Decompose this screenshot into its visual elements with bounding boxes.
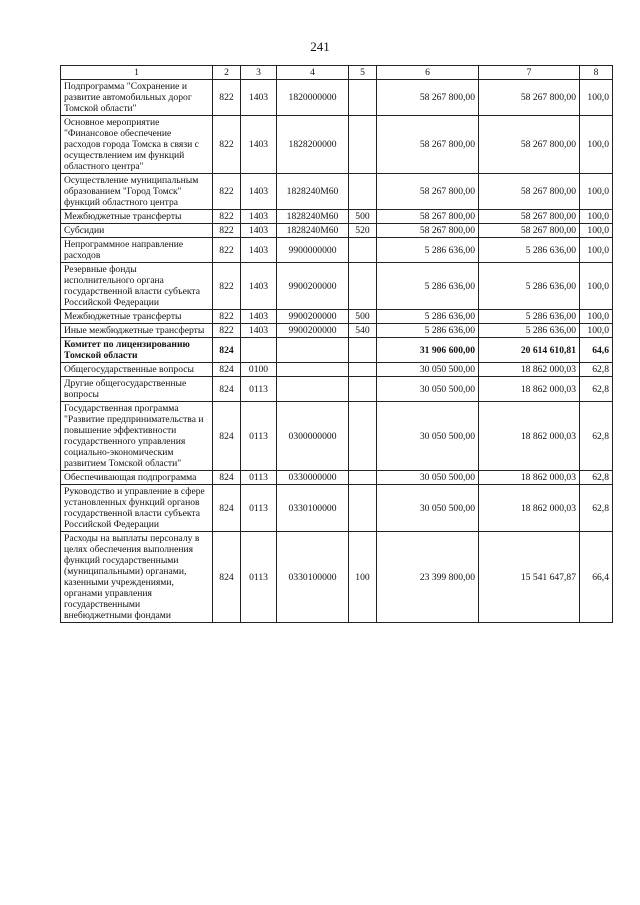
row-planned-cell: 5 286 636,00 <box>377 238 479 263</box>
row-planned-cell: 58 267 800,00 <box>377 80 479 116</box>
table-row <box>61 116 613 174</box>
row-target-cell: 0330100000 <box>277 532 349 623</box>
header-col-8: 8 <box>580 66 613 80</box>
row-name-cell: Руководство и управление в сфере установленных функций органов государственной власти субъекта Российской Федерации <box>61 485 213 532</box>
row-target-cell: 0300000000 <box>277 402 349 471</box>
row-target-cell: 1828240М60 <box>277 224 349 238</box>
table-row <box>61 324 613 338</box>
row-executed-cell: 5 286 636,00 <box>479 263 580 310</box>
row-section-cell: 1403 <box>241 174 277 210</box>
row-percent-cell: 100,0 <box>580 263 613 310</box>
row-percent-cell: 100,0 <box>580 210 613 224</box>
row-ministry-cell: 824 <box>213 532 241 623</box>
header-col-1: 1 <box>61 66 213 80</box>
row-executed-cell: 5 286 636,00 <box>479 310 580 324</box>
row-ministry-cell: 822 <box>213 80 241 116</box>
row-executed-cell: 18 862 000,03 <box>479 402 580 471</box>
row-ministry-cell: 822 <box>213 210 241 224</box>
row-percent-cell: 100,0 <box>580 80 613 116</box>
row-name-cell: Расходы на выплаты персоналу в целях обеспечения выполнения функций государственными (муниципальными) органами, казенными учреждениями, органами управления государственными внебюджетными фондами <box>61 532 213 623</box>
table-row <box>61 471 613 485</box>
row-section-cell: 0113 <box>241 377 277 402</box>
row-target-cell: 0330000000 <box>277 471 349 485</box>
row-ministry-cell: 822 <box>213 324 241 338</box>
row-name-cell: Межбюджетные трансферты <box>61 310 213 324</box>
row-planned-cell: 5 286 636,00 <box>377 324 479 338</box>
row-expense-type-cell <box>349 263 377 310</box>
row-target-cell <box>277 377 349 402</box>
row-percent-cell: 62,8 <box>580 363 613 377</box>
row-planned-cell: 30 050 500,00 <box>377 377 479 402</box>
row-section-cell: 1403 <box>241 116 277 174</box>
row-planned-cell: 30 050 500,00 <box>377 363 479 377</box>
row-ministry-cell: 822 <box>213 263 241 310</box>
row-executed-cell: 5 286 636,00 <box>479 238 580 263</box>
row-section-cell: 1403 <box>241 210 277 224</box>
row-expense-type-cell <box>349 238 377 263</box>
table-body <box>61 80 613 623</box>
row-target-cell: 1820000000 <box>277 80 349 116</box>
row-expense-type-cell: 540 <box>349 324 377 338</box>
row-name-cell: Субсидии <box>61 224 213 238</box>
row-percent-cell: 100,0 <box>580 116 613 174</box>
row-expense-type-cell: 100 <box>349 532 377 623</box>
table-row <box>61 210 613 224</box>
row-name-cell: Государственная программа "Развитие предпринимательства и повышение эффективности государственного управления социально-экономическим развитием Томской области" <box>61 402 213 471</box>
row-expense-type-cell: 520 <box>349 224 377 238</box>
row-executed-cell: 58 267 800,00 <box>479 116 580 174</box>
row-section-cell: 0113 <box>241 402 277 471</box>
row-executed-cell: 18 862 000,03 <box>479 363 580 377</box>
row-percent-cell: 64,6 <box>580 338 613 363</box>
table-row <box>61 485 613 532</box>
row-expense-type-cell <box>349 377 377 402</box>
row-target-cell: 0330100000 <box>277 485 349 532</box>
row-planned-cell: 30 050 500,00 <box>377 471 479 485</box>
row-ministry-cell: 822 <box>213 224 241 238</box>
row-percent-cell: 62,8 <box>580 377 613 402</box>
row-expense-type-cell: 500 <box>349 310 377 324</box>
table-row <box>61 377 613 402</box>
row-planned-cell: 30 050 500,00 <box>377 402 479 471</box>
header-col-7: 7 <box>479 66 580 80</box>
row-executed-cell: 15 541 647,87 <box>479 532 580 623</box>
row-target-cell: 9900200000 <box>277 310 349 324</box>
row-executed-cell: 58 267 800,00 <box>479 80 580 116</box>
row-target-cell: 1828200000 <box>277 116 349 174</box>
row-name-cell: Основное мероприятие "Финансовое обеспечение расходов города Томска в связи с осуществлением им функций областного центра" <box>61 116 213 174</box>
row-percent-cell: 100,0 <box>580 174 613 210</box>
page-number: 241 <box>310 39 330 54</box>
table-header-row <box>61 66 613 80</box>
row-planned-cell: 23 399 800,00 <box>377 532 479 623</box>
row-executed-cell: 18 862 000,03 <box>479 471 580 485</box>
row-target-cell <box>277 338 349 363</box>
row-section-cell: 0113 <box>241 485 277 532</box>
row-section-cell: 0100 <box>241 363 277 377</box>
row-target-cell: 9900200000 <box>277 324 349 338</box>
row-ministry-cell: 822 <box>213 116 241 174</box>
row-target-cell <box>277 363 349 377</box>
row-percent-cell: 100,0 <box>580 310 613 324</box>
row-name-cell: Обеспечивающая подпрограмма <box>61 471 213 485</box>
header-col-2: 2 <box>213 66 241 80</box>
budget-table <box>60 65 613 623</box>
row-name-cell: Другие общегосударственные вопросы <box>61 377 213 402</box>
row-name-cell: Иные межбюджетные трансферты <box>61 324 213 338</box>
row-name-cell: Осуществление муниципальным образованием "Город Томск" функций областного центра <box>61 174 213 210</box>
row-planned-cell: 31 906 600,00 <box>377 338 479 363</box>
row-expense-type-cell <box>349 80 377 116</box>
row-ministry-cell: 824 <box>213 485 241 532</box>
row-name-cell: Межбюджетные трансферты <box>61 210 213 224</box>
row-section-cell: 0113 <box>241 471 277 485</box>
row-ministry-cell: 822 <box>213 238 241 263</box>
row-ministry-cell: 824 <box>213 377 241 402</box>
header-col-4: 4 <box>277 66 349 80</box>
row-percent-cell: 100,0 <box>580 238 613 263</box>
row-section-cell <box>241 338 277 363</box>
row-executed-cell: 18 862 000,03 <box>479 485 580 532</box>
row-name-cell: Непрограммное направление расходов <box>61 238 213 263</box>
row-percent-cell: 62,8 <box>580 471 613 485</box>
row-ministry-cell: 824 <box>213 402 241 471</box>
table-row <box>61 80 613 116</box>
row-planned-cell: 58 267 800,00 <box>377 210 479 224</box>
row-ministry-cell: 822 <box>213 310 241 324</box>
row-planned-cell: 30 050 500,00 <box>377 485 479 532</box>
row-ministry-cell: 822 <box>213 174 241 210</box>
row-executed-cell: 5 286 636,00 <box>479 324 580 338</box>
header-col-3: 3 <box>241 66 277 80</box>
table-row <box>61 238 613 263</box>
row-target-cell: 9900200000 <box>277 263 349 310</box>
row-expense-type-cell <box>349 485 377 532</box>
row-expense-type-cell <box>349 402 377 471</box>
row-executed-cell: 20 614 610,81 <box>479 338 580 363</box>
header-col-5: 5 <box>349 66 377 80</box>
row-percent-cell: 62,8 <box>580 485 613 532</box>
table-row <box>61 532 613 623</box>
row-executed-cell: 58 267 800,00 <box>479 174 580 210</box>
header-col-6: 6 <box>377 66 479 80</box>
row-section-cell: 1403 <box>241 263 277 310</box>
table-row <box>61 310 613 324</box>
row-ministry-cell: 824 <box>213 338 241 363</box>
table-row <box>61 338 613 363</box>
row-ministry-cell: 824 <box>213 471 241 485</box>
row-planned-cell: 5 286 636,00 <box>377 310 479 324</box>
row-name-cell: Общегосударственные вопросы <box>61 363 213 377</box>
table-row <box>61 263 613 310</box>
row-ministry-cell: 824 <box>213 363 241 377</box>
row-planned-cell: 58 267 800,00 <box>377 224 479 238</box>
row-percent-cell: 66,4 <box>580 532 613 623</box>
row-planned-cell: 58 267 800,00 <box>377 174 479 210</box>
row-planned-cell: 58 267 800,00 <box>377 116 479 174</box>
table-row <box>61 363 613 377</box>
table-row <box>61 402 613 471</box>
row-percent-cell: 100,0 <box>580 324 613 338</box>
row-expense-type-cell <box>349 363 377 377</box>
row-section-cell: 1403 <box>241 310 277 324</box>
row-name-cell: Подпрограмма "Сохранение и развитие автомобильных дорог Томской области" <box>61 80 213 116</box>
row-planned-cell: 5 286 636,00 <box>377 263 479 310</box>
table-row <box>61 174 613 210</box>
row-executed-cell: 58 267 800,00 <box>479 224 580 238</box>
row-section-cell: 1403 <box>241 238 277 263</box>
row-expense-type-cell <box>349 174 377 210</box>
row-section-cell: 1403 <box>241 324 277 338</box>
row-percent-cell: 100,0 <box>580 224 613 238</box>
row-expense-type-cell <box>349 116 377 174</box>
row-target-cell: 9900000000 <box>277 238 349 263</box>
row-expense-type-cell <box>349 338 377 363</box>
row-section-cell: 1403 <box>241 80 277 116</box>
row-name-cell: Резервные фонды исполнительного органа государственной власти субъекта Российской Федерации <box>61 263 213 310</box>
row-percent-cell: 62,8 <box>580 402 613 471</box>
row-target-cell: 1828240М60 <box>277 210 349 224</box>
row-section-cell: 1403 <box>241 224 277 238</box>
row-executed-cell: 58 267 800,00 <box>479 210 580 224</box>
row-executed-cell: 18 862 000,03 <box>479 377 580 402</box>
row-expense-type-cell: 500 <box>349 210 377 224</box>
row-name-cell: Комитет по лицензированию Томской области <box>61 338 213 363</box>
row-section-cell: 0113 <box>241 532 277 623</box>
table-row <box>61 224 613 238</box>
row-target-cell: 1828240М60 <box>277 174 349 210</box>
row-expense-type-cell <box>349 471 377 485</box>
